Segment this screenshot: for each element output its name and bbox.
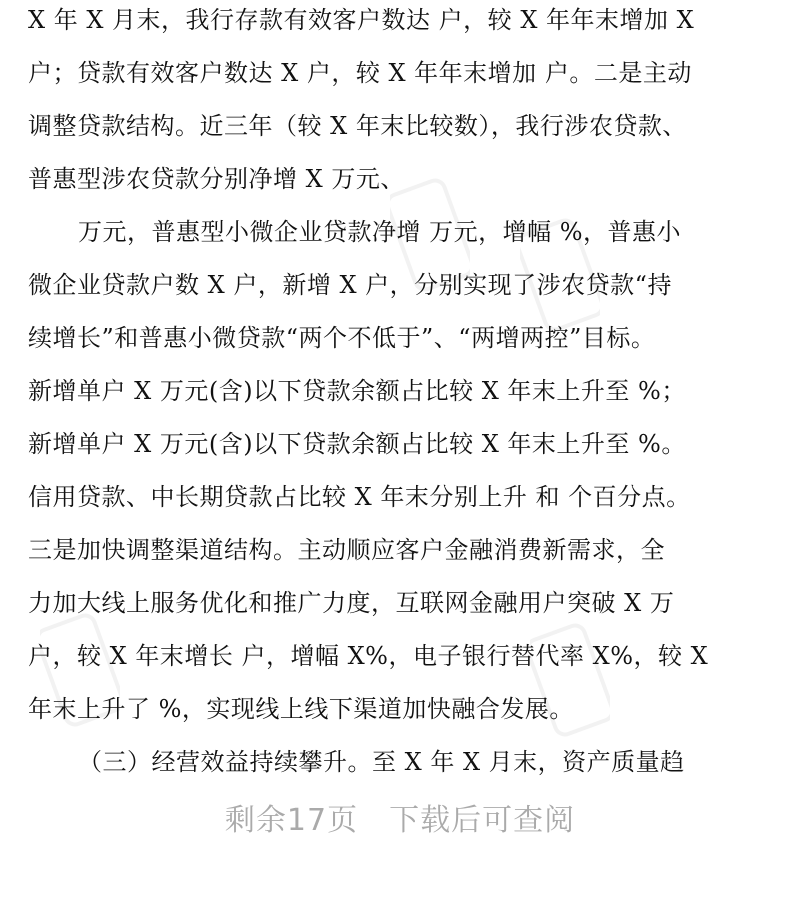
text-line: 年末上升了 %，实现线上线下渠道加快融合发展。 bbox=[28, 695, 574, 723]
text-line: 普惠型涉农贷款分别净增 X 万元、 bbox=[28, 165, 405, 193]
text-line: 力加大线上服务优化和推广力度，互联网金融用户突破 X 万 bbox=[28, 589, 675, 617]
text-line: 续增长”和普惠小微贷款“两个不低于”、“两增两控”目标。 bbox=[28, 324, 656, 352]
text-line: 微企业贷款户数 X 户，新增 X 户，分别实现了涉农贷款“持 bbox=[28, 271, 672, 299]
document-body bbox=[28, 0, 780, 795]
remaining-pages-notice[interactable]: 剩余17页 下载后可查阅 bbox=[224, 803, 576, 838]
text-line: 新增单户 X 万元(含)以下贷款余额占比较 X 年末上升至 %； bbox=[28, 377, 686, 405]
text-line: 调整贷款结构。近三年（较 X 年末比较数），我行涉农贷款、 bbox=[28, 112, 687, 140]
text-line: （三）经营效益持续攀升。至 X 年 X 月末，资产质量趋 bbox=[78, 748, 685, 776]
text-line: 信用贷款、中长期贷款占比较 X 年末分别上升 和 个百分点。 bbox=[28, 483, 691, 511]
text-line: 万元，普惠型小微企业贷款净增 万元，增幅 %，普惠小 bbox=[78, 218, 682, 246]
text-line: 户，较 X 年末增长 户，增幅 X%，电子银行替代率 X%，较 X bbox=[28, 642, 709, 670]
text-line: 新增单户 X 万元(含)以下贷款余额占比较 X 年末上升至 %。 bbox=[28, 430, 686, 458]
text-line: 户；贷款有效客户数达 X 户，较 X 年年末增加 户。二是主动 bbox=[28, 59, 692, 87]
text-line: X 年 X 月末，我行存款有效客户数达 户，较 X 年年末增加 X bbox=[28, 6, 695, 34]
text-line: 三是加快调整渠道结构。主动顺应客户金融消费新需求，全 bbox=[28, 536, 665, 564]
